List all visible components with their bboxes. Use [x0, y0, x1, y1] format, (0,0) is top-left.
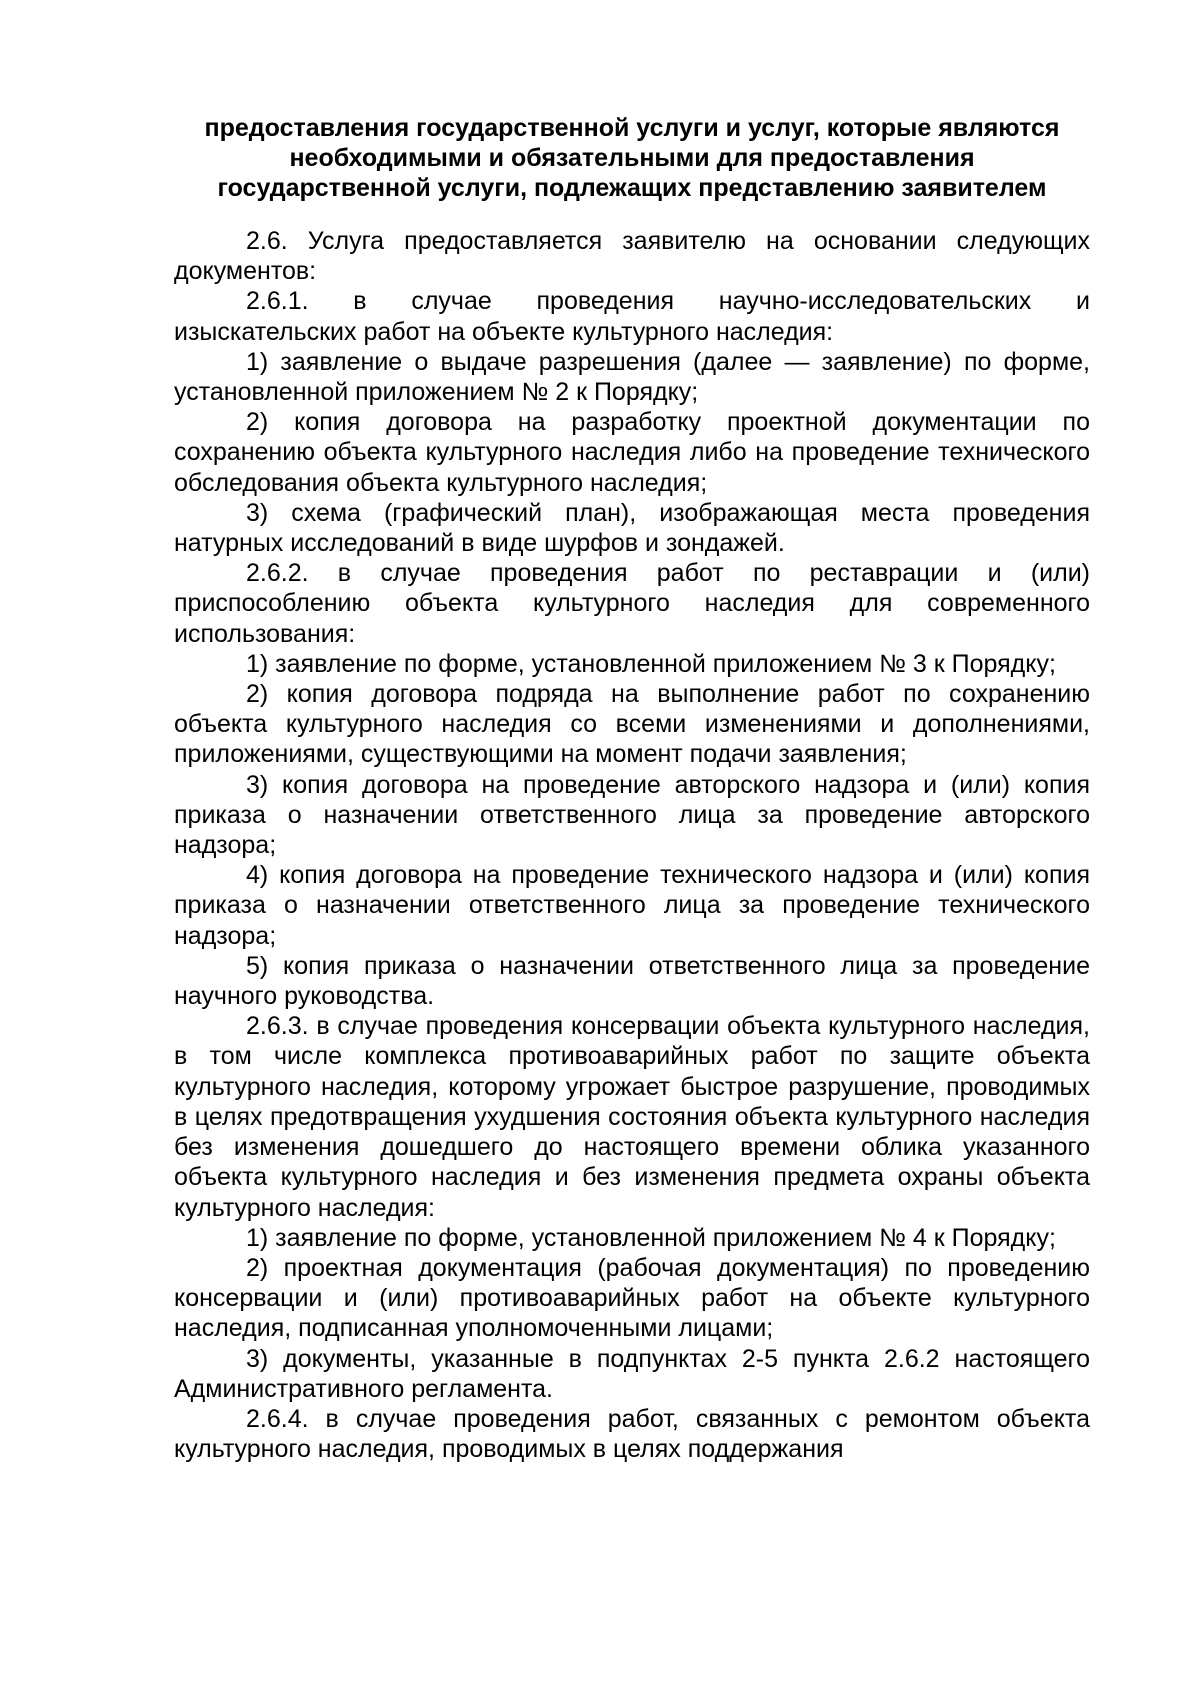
paragraph-2-6-2: 2.6.2. в случае проведения работ по реставрации и (или) приспособлению объекта культурного наследия для современного использования: [174, 559, 1090, 648]
paragraph-2-6-3: 2.6.3. в случае проведения консервации объекта культурного наследия, в том числе комплекса противоаварийных работ по защите объекта культурного наследия, которому угрожает быстрое разрушение, проводимых в целях предотвращения ухудшения состояния объекта культурного наследия без изменения дошедшего до настоящего времени облика указанного объекта культурного наследия и без изменения предмета охраны объекта культурного наследия: [174, 1012, 1090, 1222]
document-body [174, 226, 1090, 1464]
list-item: 2) копия договора на разработку проектной документации по сохранению объекта культурного наследия либо на проведение технического обследования объекта культурного наследия; [174, 408, 1090, 497]
list-item: 1) заявление по форме, установленной приложением № 4 к Порядку; [246, 1223, 1056, 1252]
list-item: 2) копия договора подряда на выполнение работ по сохранению объекта культурного наследия со всеми изменениями и дополнениями, приложениями, существующими на момент подачи заявления; [174, 680, 1090, 769]
document-page [174, 113, 1090, 1464]
list-item: 1) заявление о выдаче разрешения (далее — заявление) по форме, установленной приложением № 2 к Порядку; [174, 347, 1090, 407]
heading-line: необходимыми и обязательными для предоставления [289, 144, 975, 172]
paragraph-2-6: 2.6. Услуга предоставляется заявителю на основании следующих документов: [174, 227, 1090, 286]
paragraph-2-6-1: 2.6.1. в случае проведения научно-исследовательских и изыскательских работ на объекте культурного наследия: [174, 287, 1090, 346]
list-item: 1) заявление по форме, установленной приложением № 3 к Порядку; [246, 649, 1056, 678]
heading-line: государственной услуги, подлежащих представлению заявителем [217, 174, 1047, 202]
section-heading [174, 113, 1090, 203]
list-item: 3) схема (графический план), изображающая места проведения натурных исследований в виде шурфов и зондажей. [174, 498, 1090, 558]
list-item: 5) копия приказа о назначении ответственного лица за проведение научного руководства. [174, 951, 1090, 1011]
list-item: 3) копия договора на проведение авторского надзора и (или) копия приказа о назначении ответственного лица за проведение авторского надзора; [174, 770, 1090, 860]
heading-line: предоставления государственной услуги и услуг, которые являются [204, 114, 1060, 142]
paragraph-2-6-4: 2.6.4. в случае проведения работ, связанных с ремонтом объекта культурного наследия, проводимых в целях поддержания [174, 1404, 1090, 1464]
list-item: 4) копия договора на проведение технического надзора и (или) копия приказа о назначении ответственного лица за проведение технического надзора; [174, 861, 1090, 950]
list-item: 2) проектная документация (рабочая документация) по проведению консервации и (или) противоаварийных работ на объекте культурного наследия, подписанная уполномоченными лицами; [174, 1253, 1090, 1343]
list-item: 3) документы, указанные в подпунктах 2-5 пункта 2.6.2 настоящего Административного регламента. [174, 1344, 1090, 1403]
